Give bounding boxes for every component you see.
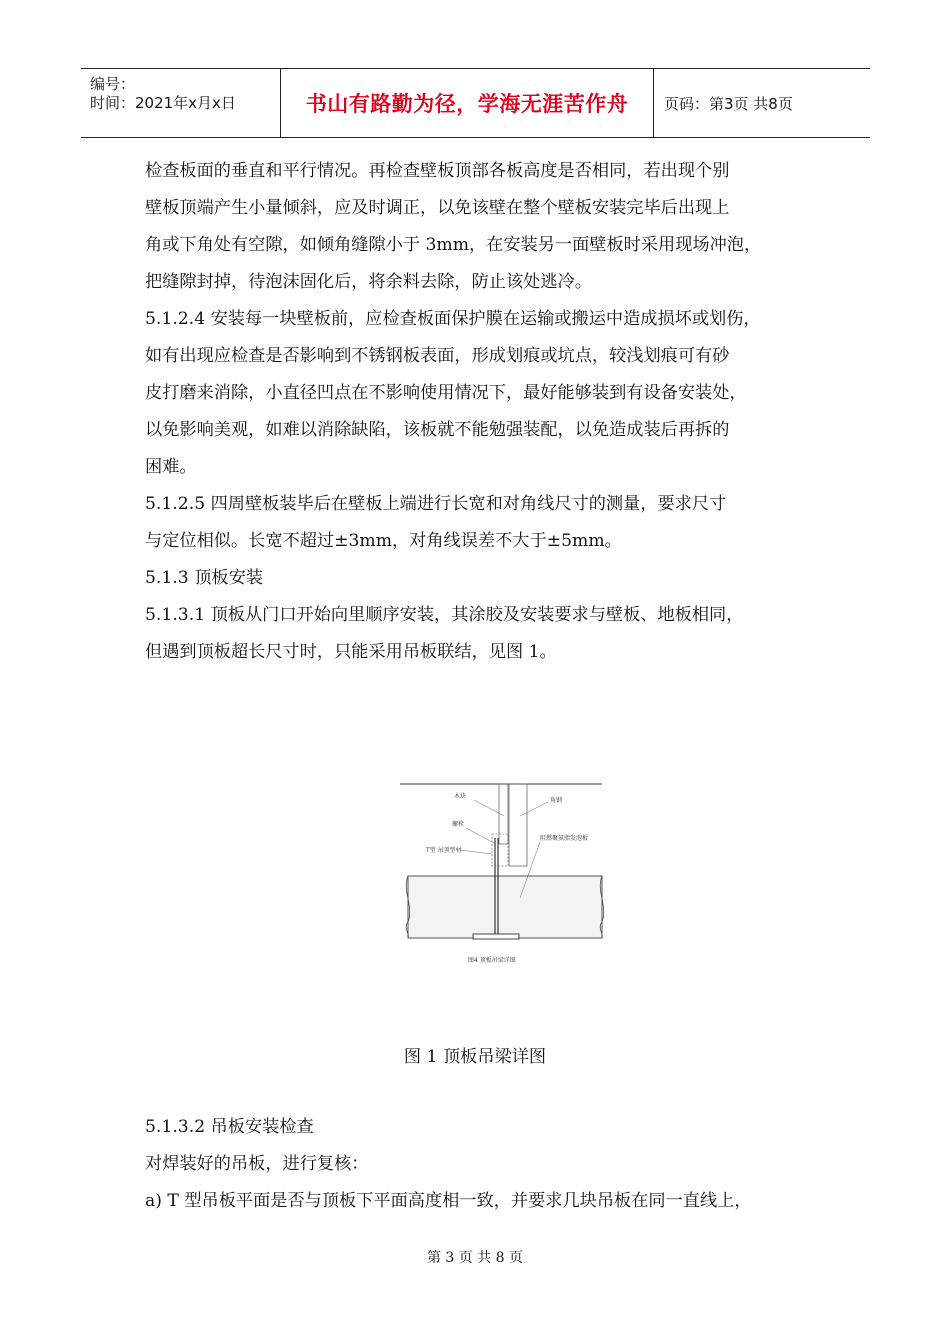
header-page-cell xyxy=(654,69,870,137)
paragraph-line: 5.1.2.4 安装每一块壁板前，应检查板面保护膜在运输或搬运中造成损坏或划伤， xyxy=(145,309,761,329)
paragraph-line: 但遇到顶板超长尺寸时，只能采用吊板联结，见图 1。 xyxy=(145,642,557,662)
document-number-label: 编号： xyxy=(90,75,136,93)
paragraph-line: 以免影响美观，如难以消除缺陷，该板就不能勉强装配，以免造成装后再拆的 xyxy=(145,420,730,440)
label-angle-steel: 角钢 xyxy=(550,797,563,804)
header-motto-cell xyxy=(281,69,654,137)
paragraph-line: 与定位相似。长宽不超过±3mm，对角线误差不大于±5mm。 xyxy=(145,531,622,551)
paragraph-line: 如有出现应检查是否影响到不锈钢板表面，形成划痕或坑点，较浅划痕可有砂 xyxy=(145,346,730,366)
document-date-label: 时间：2021年x月x日 xyxy=(90,94,236,112)
header-page-info: 页码：第3页 共8页 xyxy=(664,94,793,113)
figure-caption: 图 1 顶板吊梁详图 xyxy=(403,1047,547,1067)
header-left-cell xyxy=(81,69,281,137)
section-heading: 5.1.3.2 吊板安装检查 xyxy=(145,1117,314,1137)
figure-inner-caption: 图4 顶板吊梁详图 xyxy=(468,957,516,964)
paragraph-line: 角或下角处有空隙，如倾角缝隙小于 3mm，在安装另一面壁板时采用现场冲泡， xyxy=(145,235,762,255)
paragraph-line: 5.1.3.1 顶板从门口开始向里顺序安装，其涂胶及安装要求与壁板、地板相同， xyxy=(145,605,744,625)
paragraph-line: 困难。 xyxy=(145,457,197,477)
body-text-top xyxy=(145,153,825,671)
label-t-profile: T型 吊顶型材 xyxy=(426,847,462,854)
header-motto: 书山有路勤为径，学海无涯苦作舟 xyxy=(305,92,629,116)
ceiling-beam-diagram xyxy=(398,776,610,976)
paragraph-line: 壁板顶端产生小量倾斜，应及时调正，以免该壁在整个壁板安装完毕后出现上 xyxy=(145,198,730,218)
header-table xyxy=(81,68,870,138)
label-wood-block: 木块 xyxy=(454,793,467,800)
label-bolt: 螺栓 xyxy=(452,821,465,828)
page-footer: 第 3 页 共 8 页 xyxy=(426,1250,524,1266)
paragraph-line: 把缝隙封掉，待泡沫固化后，将余料去除，防止该处逃冷。 xyxy=(145,272,592,292)
label-foam-board: 阻燃聚氨脂发泡板 xyxy=(540,835,589,842)
paragraph-line: 对焊装好的吊板，进行复核： xyxy=(145,1154,369,1174)
body-text-bottom xyxy=(145,1109,825,1220)
section-heading: 5.1.3 顶板安装 xyxy=(145,568,263,588)
paragraph-line: 5.1.2.5 四周壁板装毕后在壁板上端进行长宽和对角线尺寸的测量，要求尺寸 xyxy=(145,494,727,514)
paragraph-line: 皮打磨来消除，小直径凹点在不影响使用情况下，最好能够装到有设备安装处， xyxy=(145,383,747,403)
paragraph-line: a) T 型吊板平面是否与顶板下平面高度相一致，并要求几块吊板在同一直线上， xyxy=(145,1191,752,1211)
paragraph-line: 检查板面的垂直和平行情况。再检查壁板顶部各板高度是否相同，若出现个别 xyxy=(145,161,730,181)
